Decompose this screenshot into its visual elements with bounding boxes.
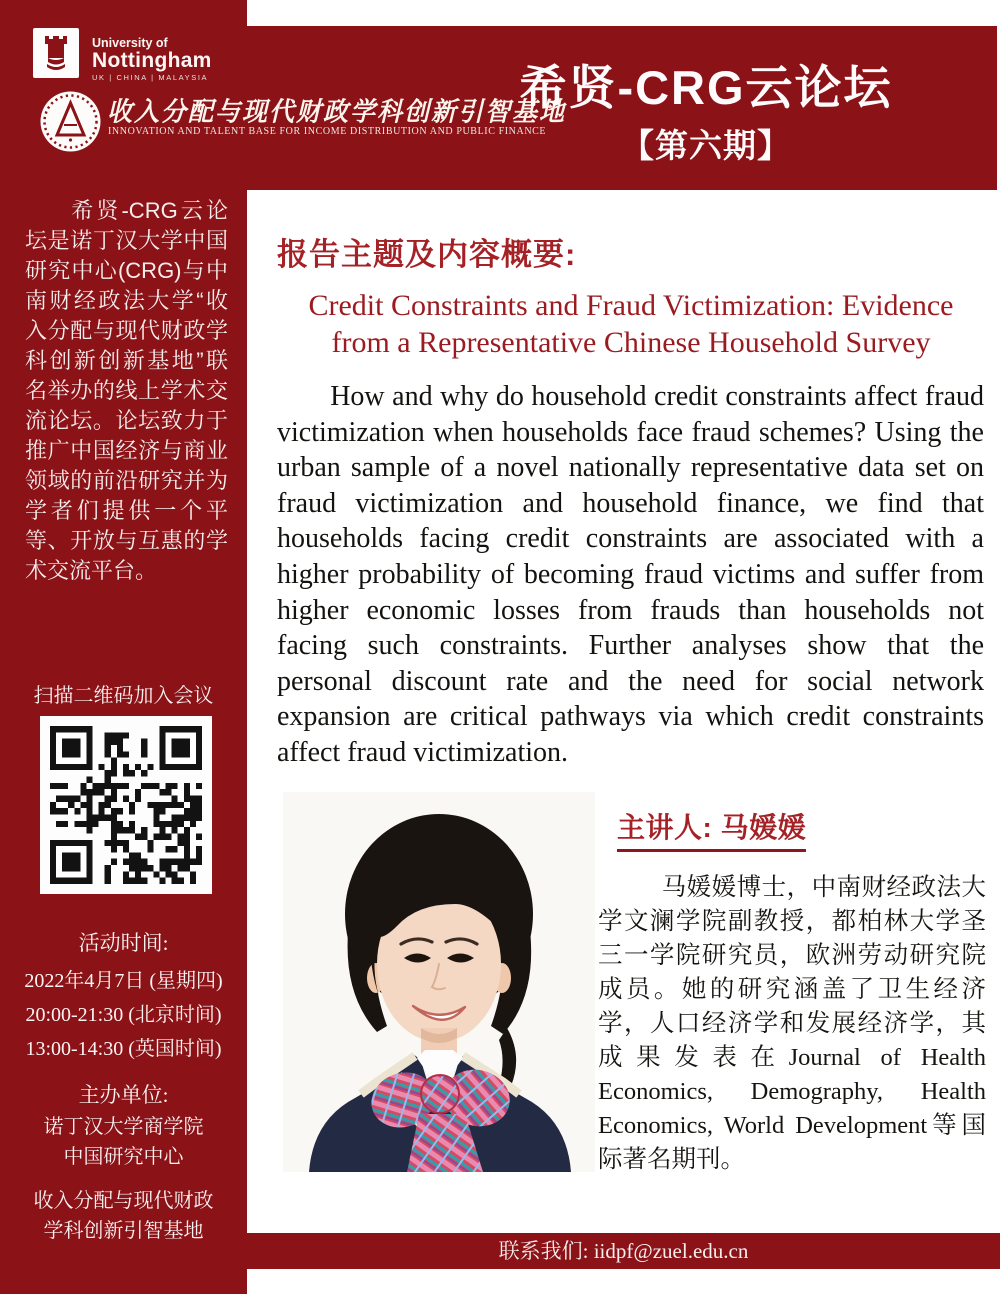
talent-base-english-name: INNOVATION AND TALENT BASE FOR INCOME DISTRIBUTION AND PUBLIC FINANCE <box>108 126 547 137</box>
organizer-title: 主办单位: <box>78 1083 169 1107</box>
talk-abstract: How and why do household credit constraints affect fraud victimization when households face fraud schemes? Using the urban sample of a novel nationally representative data set on fraud victimization and household finance, we find that households facing credit constraints are associated with a higher probability of becoming fraud victims and suffer from higher economic losses from frauds than households not facing such constraints. Further analyses show that the personal discount rate and the need for social network expansion are critical pathways via which credit constraints affect fraud victimization. <box>277 381 984 768</box>
forum-introduction: 希贤-CRG云论坛是诺丁汉大学中国研究中心(CRG)与中南财经政法大学“收入分配与现代财政学科创新创新基地”联名举办的线上学术交流论坛。论坛致力于推广中国经济与商业领域的前沿研究并为学者们提供一个平等、开放与互惠的学术交流平台。 <box>25 198 228 583</box>
abstract-section-heading: 报告主题及内容概要: <box>277 237 577 272</box>
organizer-line: 学科创新引智基地 <box>43 1220 204 1242</box>
nottingham-name-top: University of <box>92 36 168 50</box>
organizer-line: 中国研究中心 <box>63 1146 184 1168</box>
qr-code <box>40 716 212 894</box>
talk-title <box>277 287 985 361</box>
talk-title-line1: Credit Constraints and Fraud Victimization: Evidence <box>308 289 954 322</box>
talk-title-line2: from a Representative Chinese Household Survey <box>331 326 931 359</box>
speaker-heading: 主讲人: 马媛媛 <box>617 806 806 852</box>
talent-base-seal-icon <box>40 91 101 152</box>
schedule-time-uk: 13:00-14:30 (英国时间) <box>25 1038 222 1060</box>
organizer-line: 收入分配与现代财政 <box>33 1190 214 1212</box>
forum-issue-number: 【第六期】 <box>621 127 791 164</box>
talent-base-calligraphy: 收入分配与现代财政学科创新引智基地 <box>107 96 567 127</box>
schedule-date: 2022年4月7日 (星期四) <box>24 970 223 992</box>
forum-title: 希贤-CRG云论坛 <box>519 61 893 114</box>
nottingham-castle-icon <box>33 28 79 78</box>
organizer-line: 诺丁汉大学商学院 <box>43 1116 204 1138</box>
nottingham-campuses: UK | CHINA | MALAYSIA <box>92 73 209 82</box>
speaker-photo <box>283 792 595 1172</box>
schedule-title: 活动时间: <box>78 931 169 955</box>
organizer-block <box>0 1080 247 1246</box>
nottingham-name: Nottingham <box>92 49 212 72</box>
event-schedule <box>0 928 247 1066</box>
speaker-bio: 马媛媛博士，中南财经政法大学文澜学院副教授，都柏林大学圣三一学院研究员，欧洲劳动研究院成员。她的研究涵盖了卫生经济学，人口经济学和发展经济学，其成果发表在Journal of Health Economics, Demography, Health Economics, World Development等国际著名期刊。 <box>598 874 986 1173</box>
schedule-time-beijing: 20:00-21:30 (北京时间) <box>25 1004 222 1026</box>
contact-footer: 联系我们: iidpf@zuel.edu.cn <box>247 1233 1000 1269</box>
qr-caption: 扫描二维码加入会议 <box>33 685 214 707</box>
